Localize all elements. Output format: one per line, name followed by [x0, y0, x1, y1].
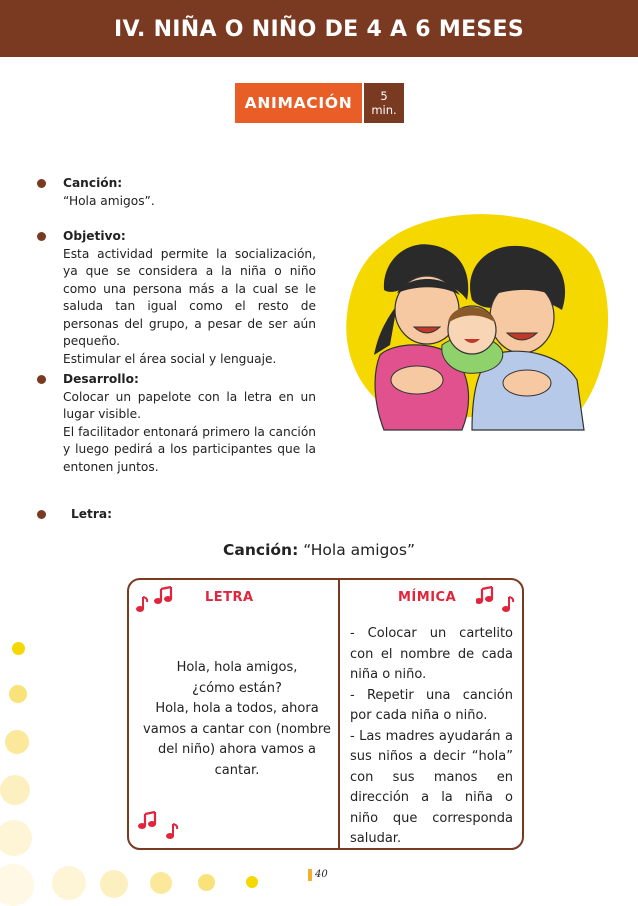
music-notes-icon — [137, 810, 183, 842]
section-desarrollo — [37, 371, 316, 476]
music-notes-icon — [135, 585, 177, 615]
activity-badge — [235, 83, 404, 123]
bullet-dot — [37, 232, 46, 241]
body-line: “Hola amigos”. — [63, 193, 155, 208]
lyrics-line: Hola, hola a todos, ahora vamos a cantar con (nombre del niño) ahora vamos a cantar. — [143, 701, 331, 778]
activity-duration — [364, 83, 404, 123]
mimica-item: - Repetir una canción por cada niña o niño. — [350, 687, 513, 723]
music-notes-icon — [476, 585, 518, 615]
song-title-name: “Hola amigos” — [303, 541, 415, 559]
lyrics-line: Hola, hola amigos, — [176, 660, 298, 675]
section-cancion — [37, 175, 316, 210]
song-title — [0, 541, 638, 559]
section-heading: Canción: — [63, 176, 123, 190]
section-heading: Letra: — [71, 507, 112, 521]
section-body — [63, 389, 316, 477]
section-objetivo — [37, 228, 316, 368]
column-header-mimica: MÍMICA — [398, 590, 457, 605]
section-body — [63, 193, 316, 211]
section-body — [63, 246, 316, 369]
song-lyrics — [142, 658, 332, 781]
mimica-instructions — [350, 624, 513, 850]
bullet-dot — [37, 179, 46, 188]
duration-unit: min. — [371, 103, 397, 117]
body-paragraph: El facilitador entonará primero la canción y luego pedirá a los participantes que la entonen juntos. — [63, 424, 316, 474]
mimica-item: - Colocar un cartelito con el nombre de cada niña o niño. — [350, 626, 513, 682]
activity-type-label: ANIMACIÓN — [235, 83, 362, 123]
duration-value: 5 — [380, 89, 388, 103]
section-heading: Desarrollo: — [63, 372, 139, 386]
bullet-dot — [37, 375, 46, 384]
page-number: 40 — [308, 869, 328, 881]
body-paragraph: Esta actividad permite la socialización, ya que se considera a la niña o niño como una persona más a la cual se le saluda tan igual como el resto de personas del grupo, a pesar de ser aún pequeño. — [63, 246, 316, 348]
section-heading: Objetivo: — [63, 229, 126, 243]
page-header — [0, 0, 638, 57]
mimica-item: - Las madres ayudarán a sus niños a decir “hola” con sus manos en dirección a la niña o niño que corresponda saludar. — [350, 728, 513, 846]
column-header-letra: LETRA — [205, 590, 254, 605]
body-paragraph: Colocar un papelote con la letra en un lugar visible. — [63, 389, 316, 421]
lyrics-line: ¿cómo están? — [192, 680, 282, 696]
body-paragraph: Estimular el área social y lenguaje. — [63, 351, 277, 366]
song-title-label: Canción: — [223, 541, 299, 559]
section-letra — [37, 506, 316, 524]
family-hug-illustration — [322, 205, 612, 435]
bullet-dot — [37, 510, 46, 519]
table-divider — [338, 578, 340, 850]
section-title: IV. NIÑA O NIÑO DE 4 A 6 MESES — [113, 17, 525, 42]
